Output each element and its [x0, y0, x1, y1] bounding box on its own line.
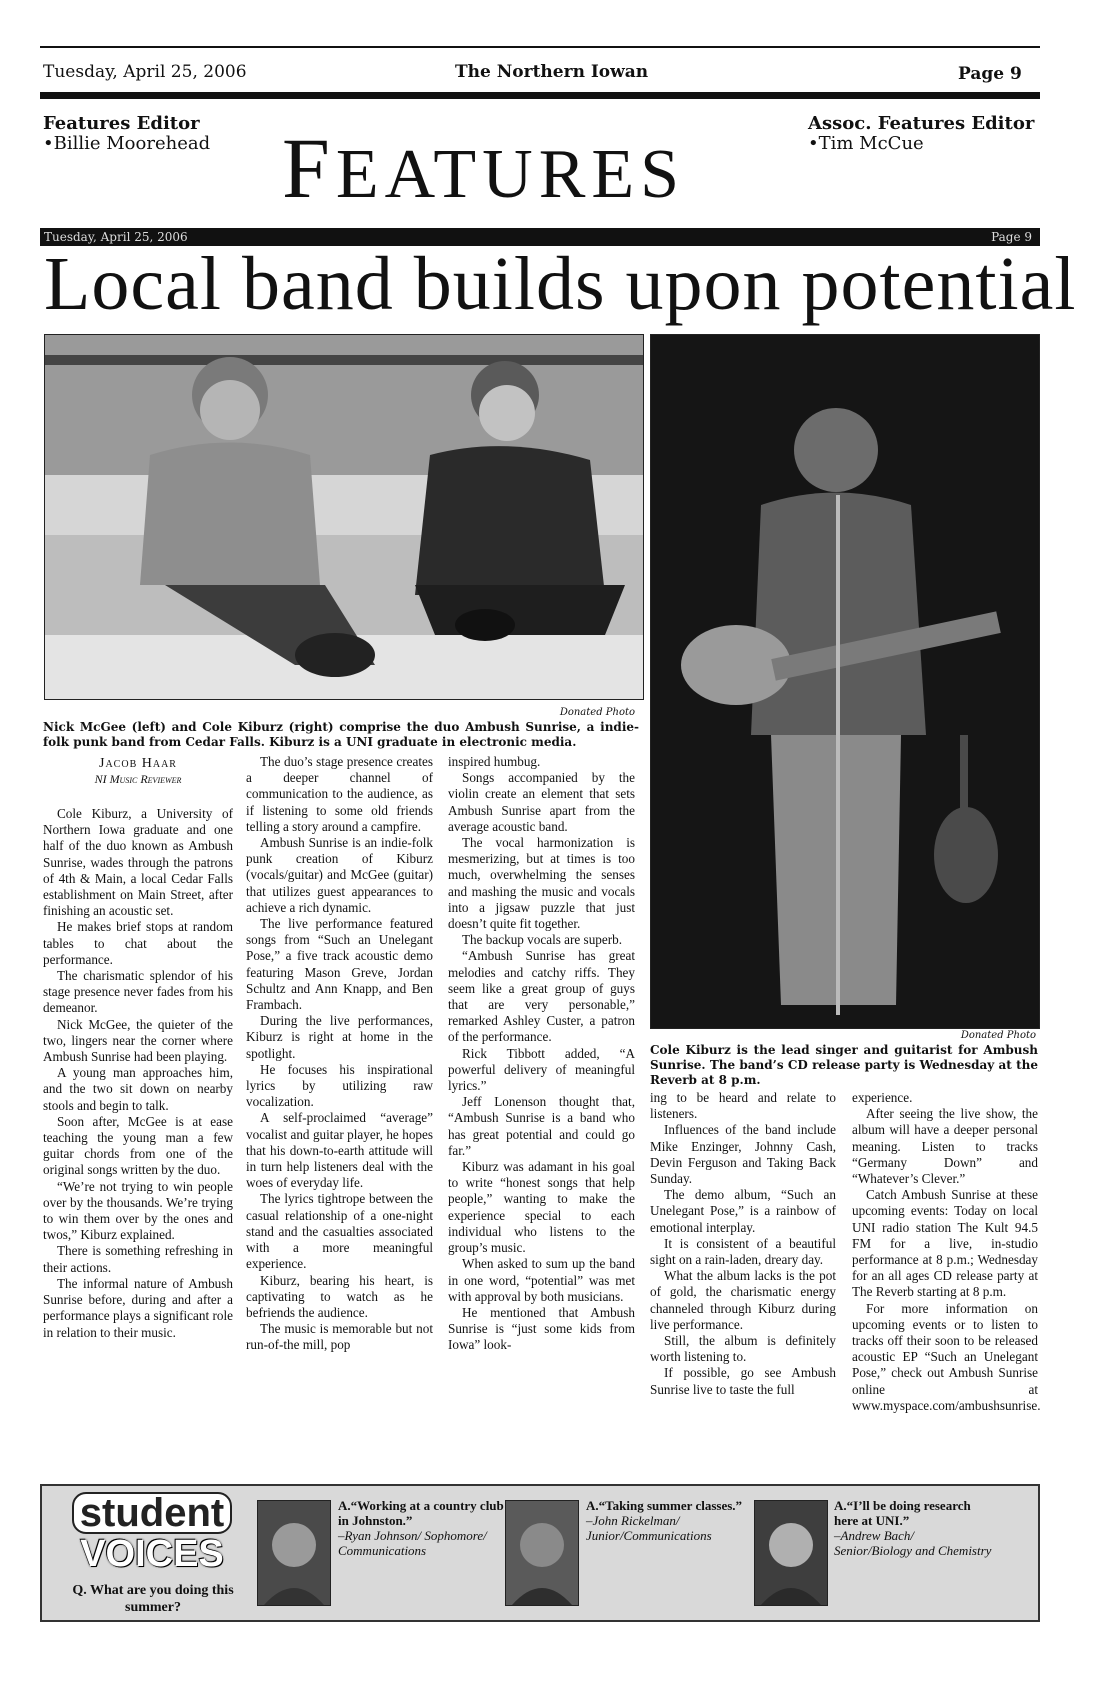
- student-photo-ryan: [257, 1500, 331, 1606]
- article-column-5: [852, 1090, 1041, 1414]
- duo-photo-illustration: [45, 335, 643, 699]
- paragraph: Kiburz was adamant in his goal to write “honest songs that help people,” wanting to make the experience special to each individual who listens to the group’s music.: [448, 1159, 635, 1256]
- byline-author: Jacob Haar: [99, 756, 177, 771]
- paragraph: “Ambush Sunrise has great melodies and catchy riffs. They seem like a great group of guys that are very personable,” remarked Ashley Custer, a patron of the performance.: [448, 948, 635, 1045]
- student-photo-andrew: [754, 1500, 828, 1606]
- paragraph: Still, the album is definitely worth listening to.: [650, 1333, 836, 1365]
- article-column-2: [246, 754, 433, 1354]
- student-photo-john: [505, 1500, 579, 1606]
- paragraph: inspired humbug.: [448, 754, 541, 769]
- section-title: [282, 118, 685, 218]
- features-editor-block: [43, 114, 210, 154]
- assoc-features-editor-block: [808, 114, 1034, 154]
- paragraph: After seeing the live show, the album will have a deeper personal meaning. Listen to tracks “Germany Down” and “Whatever’s Clever.”: [852, 1106, 1038, 1187]
- paragraph: The informal nature of Ambush Sunrise before, during and after a performance plays a significant role in relation to their music.: [43, 1275, 233, 1340]
- ghost-bar-date: Tuesday, April 25, 2006: [44, 230, 188, 244]
- byline-title: NI Music Reviewer: [94, 772, 182, 786]
- paragraph: Influences of the band include Mike Enzinger, Johnny Cash, Devin Ferguson and Taking Back Sunday.: [650, 1122, 836, 1187]
- paragraph: If possible, go see Ambush Sunrise live to taste the full: [650, 1365, 836, 1397]
- logo-student: student: [72, 1492, 232, 1534]
- paragraph: Songs accompanied by the violin create an element that sets Ambush Sunrise apart from the average acoustic band.: [448, 770, 635, 834]
- article-column-4: [650, 1090, 836, 1398]
- folio-paper-name: The Northern Iowan: [455, 62, 649, 82]
- answer-text: A.“Taking summer classes.”: [586, 1498, 743, 1513]
- paragraph: The duo’s stage presence creates a deeper channel of communication to the audience, as if listening to some old friends telling a story around a campfire.: [246, 754, 433, 834]
- student-voices-box: [40, 1484, 1040, 1622]
- portrait-icon: [258, 1501, 330, 1605]
- paragraph: Catch Ambush Sunrise at these upcoming events: Today on local UNI radio station The Kult 94.5 FM for a live, in-studio performance at 8 p.m.; Wednesday for an all ages CD release party at The Reverb starting at 8 p.m.: [852, 1187, 1038, 1300]
- paragraph: Nick McGee, the quieter of the two, lingers near the corner where Ambush Sunrise had been playing.: [43, 1016, 233, 1065]
- paragraph: The demo album, “Such an Unelegant Pose,” is a rainbow of emotional interplay.: [650, 1187, 836, 1235]
- answer-text: A.“Working at a country club in Johnston.”: [338, 1498, 504, 1528]
- paragraph: A young man approaches him, and the two sit down on nearby stools and begin to talk.: [43, 1065, 233, 1113]
- section-title-rest: EATURES: [335, 136, 686, 213]
- ghost-bar-page: Page 9: [991, 230, 1032, 244]
- paragraph: He focuses his inspirational lyrics by utilizing raw vocalization.: [246, 1061, 433, 1110]
- paragraph: Cole Kiburz, a University of Northern Iowa graduate and one half of the duo known as Ambush Sunrise, wades through the patrons of 4th & Main, a local Cedar Falls establishment on Main Street, after finishing an acoustic set.: [43, 806, 233, 919]
- answer-text: A.“I’ll be doing research here at UNI.”: [834, 1498, 971, 1528]
- byline: [43, 756, 233, 787]
- portrait-icon: [506, 1501, 578, 1605]
- student-voices-question: Q. What are you doing this summer?: [72, 1583, 234, 1615]
- paragraph: The music is memorable but not run-of-the mill, pop: [246, 1321, 433, 1353]
- paragraph: He mentioned that Ambush Sunrise is “just some kids from Iowa” look-: [448, 1304, 635, 1353]
- article-column-3: [448, 754, 635, 1354]
- photo2-caption: Cole Kiburz is the lead singer and guitarist for Ambush Sunrise. The band’s CD release party is Wednesday at the Reverb at 8 p.m.: [650, 1043, 1038, 1087]
- assoc-editor-name: •Tim McCue: [808, 133, 924, 154]
- paragraph: The charismatic splendor of his stage presence never fades from his demeanor.: [43, 968, 233, 1016]
- paragraph: When asked to sum up the band in one word, “potential” was met with approval by both musicians.: [448, 1256, 635, 1304]
- student-voices-logo: [64, 1492, 240, 1574]
- paragraph: He makes brief stops at random tables to chat about the performance.: [43, 919, 233, 967]
- paragraph: ing to be heard and relate to listeners.: [650, 1090, 836, 1122]
- paragraph: There is something refreshing in their actions.: [43, 1243, 233, 1275]
- folio-page-number: Page 9: [958, 64, 1022, 84]
- paragraph: Jeff Lonenson thought that, “Ambush Sunrise is a band who has great potential and could go far.”: [448, 1094, 635, 1158]
- answer-attribution: –Ryan Johnson/ Sophomore/ Communications: [338, 1528, 487, 1558]
- paragraph: It is consistent of a beautiful sight on a rain-laden, dreary day.: [650, 1235, 836, 1268]
- paragraph: A self-proclaimed “average” vocalist and guitar player, he hopes that his down-to-earth attitude will in turn help listeners deal with the woes of everyday life.: [246, 1110, 433, 1191]
- answer-attribution: –Andrew Bach/ Senior/Biology and Chemistry: [834, 1528, 992, 1558]
- paragraph: For more information on upcoming events or to listen to tracks off their soon to be released acoustic EP “Such an Unelegant Pose,” check out Ambush Sunrise online at www.myspace.com/ambushsunrise.: [852, 1300, 1041, 1413]
- folio-thick-rule: [40, 92, 1040, 99]
- student-answer-1: [338, 1498, 508, 1558]
- paragraph: Soon after, McGee is at ease teaching the young man a few guitar chords from one of the original songs written by the duo.: [43, 1113, 233, 1178]
- section-title-initial: F: [282, 120, 336, 216]
- photo1-caption: Nick McGee (left) and Cole Kiburz (right) comprise the duo Ambush Sunrise, a indie-folk punk band from Cedar Falls. Kiburz is a UNI graduate in electronic media.: [43, 720, 639, 749]
- paragraph: The vocal harmonization is mesmerizing, but at times is too much, overwhelming the senses and mashing the music and vocals into a jigsaw puzzle that just doesn’t quite fit together.: [448, 835, 635, 932]
- paragraph: “We’re not trying to win people over by the thousands. We’re trying to win them over by the ones and twos,” Kiburz explained.: [43, 1178, 233, 1243]
- singer-photo-illustration: [651, 335, 1039, 1028]
- photo2-credit: Donated Photo: [960, 1030, 1036, 1041]
- answer-attribution: –John Rickelman/ Junior/Communications: [586, 1513, 712, 1543]
- headline: Local band builds upon potential: [44, 242, 1077, 326]
- paragraph: Kiburz, bearing his heart, is captivating to watch as he befriends the audience.: [246, 1272, 433, 1320]
- folio-date: Tuesday, April 25, 2006: [43, 62, 247, 82]
- article-column-1: [43, 806, 233, 1341]
- band-photo-singer: [650, 334, 1040, 1029]
- photo1-credit: Donated Photo: [559, 707, 635, 718]
- logo-voices: VOICES: [80, 1533, 224, 1575]
- paragraph: experience.: [852, 1090, 913, 1105]
- paragraph: The live performance featured songs from “Such an Unelegant Pose,” a five track acoustic demo featuring Mason Greve, Jordan Schultz and Ann Knapp, and Ben Frambach.: [246, 916, 433, 1013]
- paragraph: Ambush Sunrise is an indie-folk punk creation of Kiburz (vocals/guitar) and McGee (guitar) that utilizes guest appearances to achieve a rich dynamic.: [246, 835, 433, 915]
- assoc-editor-label: Assoc. Features Editor: [808, 113, 1035, 134]
- portrait-icon: [755, 1501, 827, 1605]
- student-answer-2: [586, 1498, 746, 1543]
- features-editor-label: Features Editor: [43, 113, 200, 134]
- paragraph: The backup vocals are superb.: [462, 932, 623, 948]
- top-rule: [40, 46, 1040, 48]
- paragraph: The lyrics tightrope between the casual relationship of a one-night stand and the casualties associated with a more meaningful experience.: [246, 1191, 433, 1272]
- features-editor-name: •Billie Moorehead: [43, 133, 211, 154]
- paragraph: Rick Tibbott added, “A powerful delivery of meaningful lyrics.”: [448, 1045, 635, 1094]
- paragraph: What the album lacks is the pot of gold, the charismatic energy channeled through Kiburz during live performance.: [650, 1268, 836, 1332]
- paragraph: During the live performances, Kiburz is right at home in the spotlight.: [246, 1013, 433, 1061]
- student-answer-3: [834, 1498, 994, 1558]
- band-photo-duo: [44, 334, 644, 700]
